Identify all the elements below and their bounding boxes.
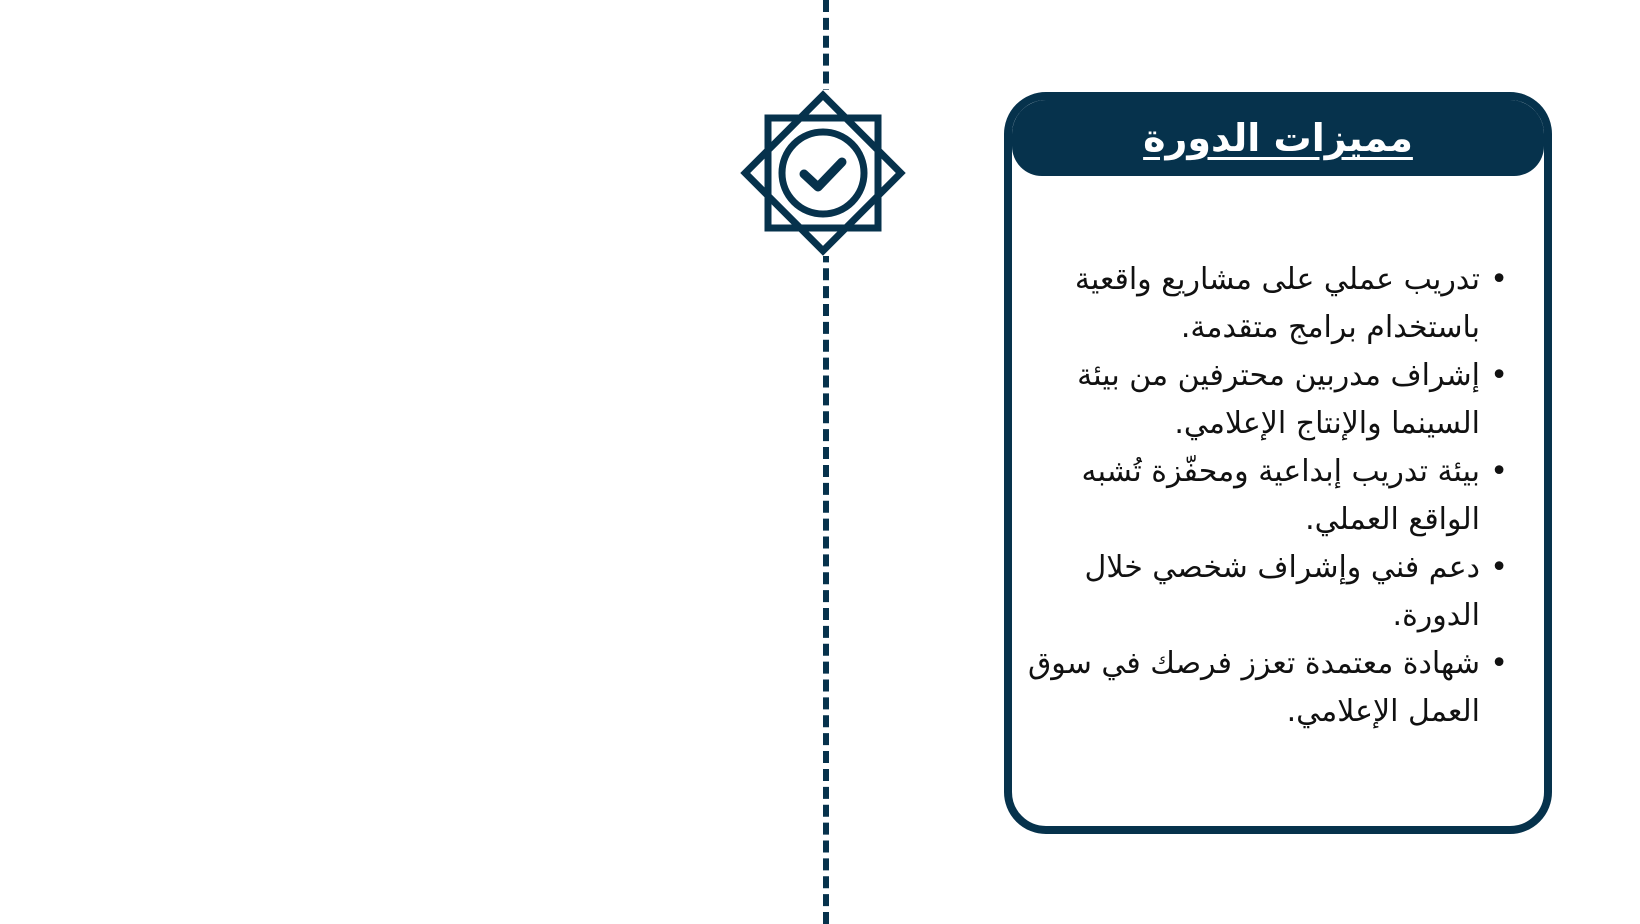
list-item	[1020, 448, 1508, 544]
feature-text: دعم فني وإشراف شخصي خلال الدورة.	[1084, 550, 1480, 633]
bullet-icon: •	[1490, 454, 1508, 489]
feature-text: بيئة تدريب إبداعية ومحفّزة تُشبه الواقع العملي.	[1081, 454, 1480, 537]
list-item	[1020, 640, 1508, 736]
feature-text: إشراف مدربين محترفين من بيئة السينما والإنتاج الإعلامي.	[1077, 358, 1480, 441]
feature-text: تدريب عملي على مشاريع واقعية باستخدام برامج متقدمة.	[1074, 262, 1480, 345]
list-item	[1020, 256, 1508, 352]
list-item	[1020, 352, 1508, 448]
bullet-icon: •	[1490, 358, 1508, 393]
list-item	[1020, 544, 1508, 640]
card-header	[1012, 100, 1544, 176]
bullet-icon: •	[1490, 646, 1508, 681]
bullet-icon: •	[1490, 262, 1508, 297]
card-title: مميزات الدورة	[1143, 116, 1413, 160]
badge-check-icon	[740, 90, 906, 256]
course-features-card	[1004, 92, 1552, 834]
feature-text: شهادة معتمدة تعزز فرصك في سوق العمل الإعلامي.	[1027, 646, 1480, 729]
bullet-icon: •	[1490, 550, 1508, 585]
feature-list	[1020, 256, 1508, 736]
